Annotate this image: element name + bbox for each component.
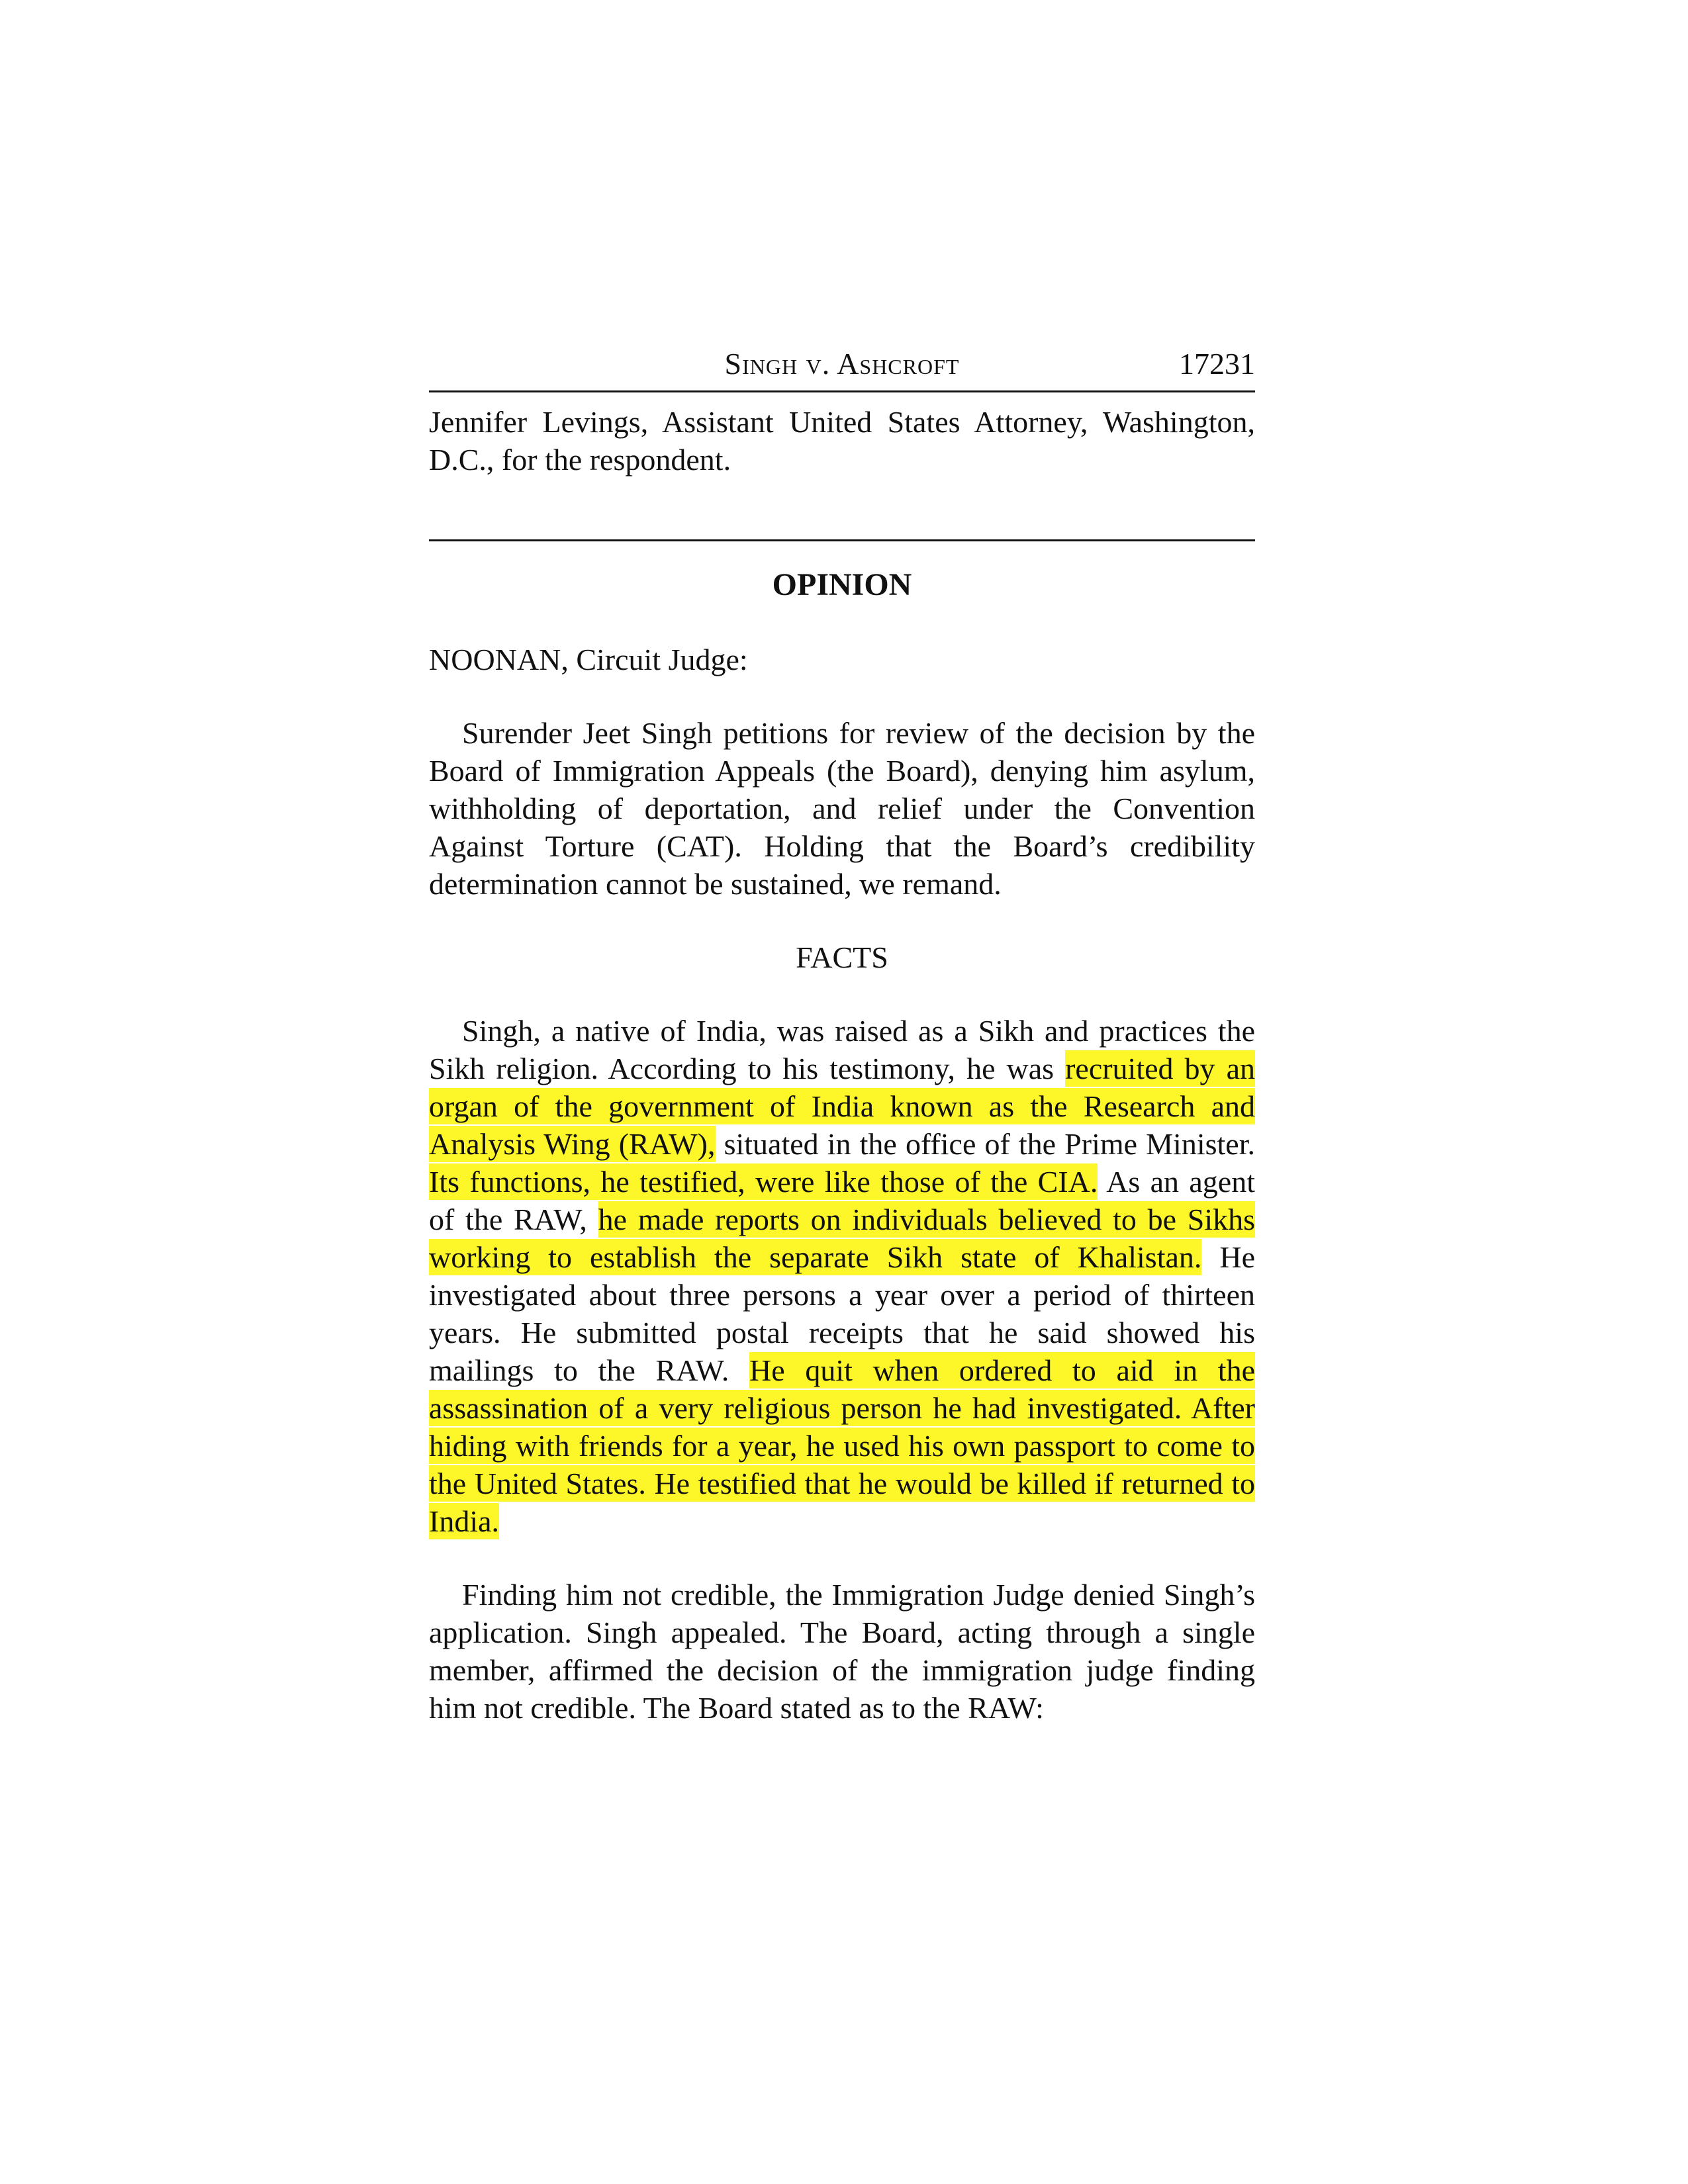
facts-heading: FACTS (796, 940, 888, 974)
facts-text: He investigated about three persons a year over a period of thirteen years. He submitted postal receipts that he said showed his mailings to the RAW. (429, 1240, 1256, 1387)
counsel-listing: Jennifer Levings, Assistant United States Attorney, Washington, D.C., for the respondent. (429, 405, 1255, 477)
facts-paragraph (429, 1012, 1255, 1540)
page-number: 17231 (1179, 347, 1255, 381)
facts-text: As an agent of the RAW, (429, 1165, 1255, 1236)
highlighted-text: recruited by an organ of the government of India known as the Research and Analysis Wing (RAW), (429, 1052, 1255, 1161)
case-title: Singh v. Ashcroft (724, 347, 960, 381)
highlighted-text: he made reports on individuals believed to be Sikhs working to establish the separate Sikh state of Khalistan. (429, 1203, 1255, 1274)
opinion-heading: OPINION (772, 567, 912, 602)
judge-line: NOONAN, Circuit Judge: (429, 643, 748, 676)
highlighted-text: Its functions, he testified, were like those of the CIA. (429, 1165, 1098, 1199)
header-rule (429, 390, 1255, 392)
document-page (429, 344, 1255, 1757)
facts-text: situated in the office of the Prime Minister. (715, 1127, 1255, 1161)
section-rule (429, 539, 1255, 541)
intro-paragraph: Surender Jeet Singh petitions for review of the decision by the Board of Immigration Appeals (the Board), denying him asylum, withholding of deportation, and relief under the Convention Against Torture (CAT). Holding that the Board’s credibility determination cannot be sustained, we remand. (429, 716, 1255, 901)
highlighted-text: He quit when ordered to aid in the assassination of a very religious person he had investigated. After hiding with friends for a year, he used his own passport to come to the United States. He testified that he would be killed if returned to India. (429, 1353, 1255, 1538)
running-head (429, 344, 1255, 384)
facts-text: Singh, a native of India, was raised as a Sikh and practices the Sikh religion. According to his testimony, he was (429, 1014, 1255, 1085)
decision-paragraph: Finding him not credible, the Immigration Judge denied Singh’s application. Singh appealed. The Board, acting through a single member, affirmed the decision of the immigration judge finding him not credible. The Board stated as to the RAW: (429, 1578, 1255, 1725)
